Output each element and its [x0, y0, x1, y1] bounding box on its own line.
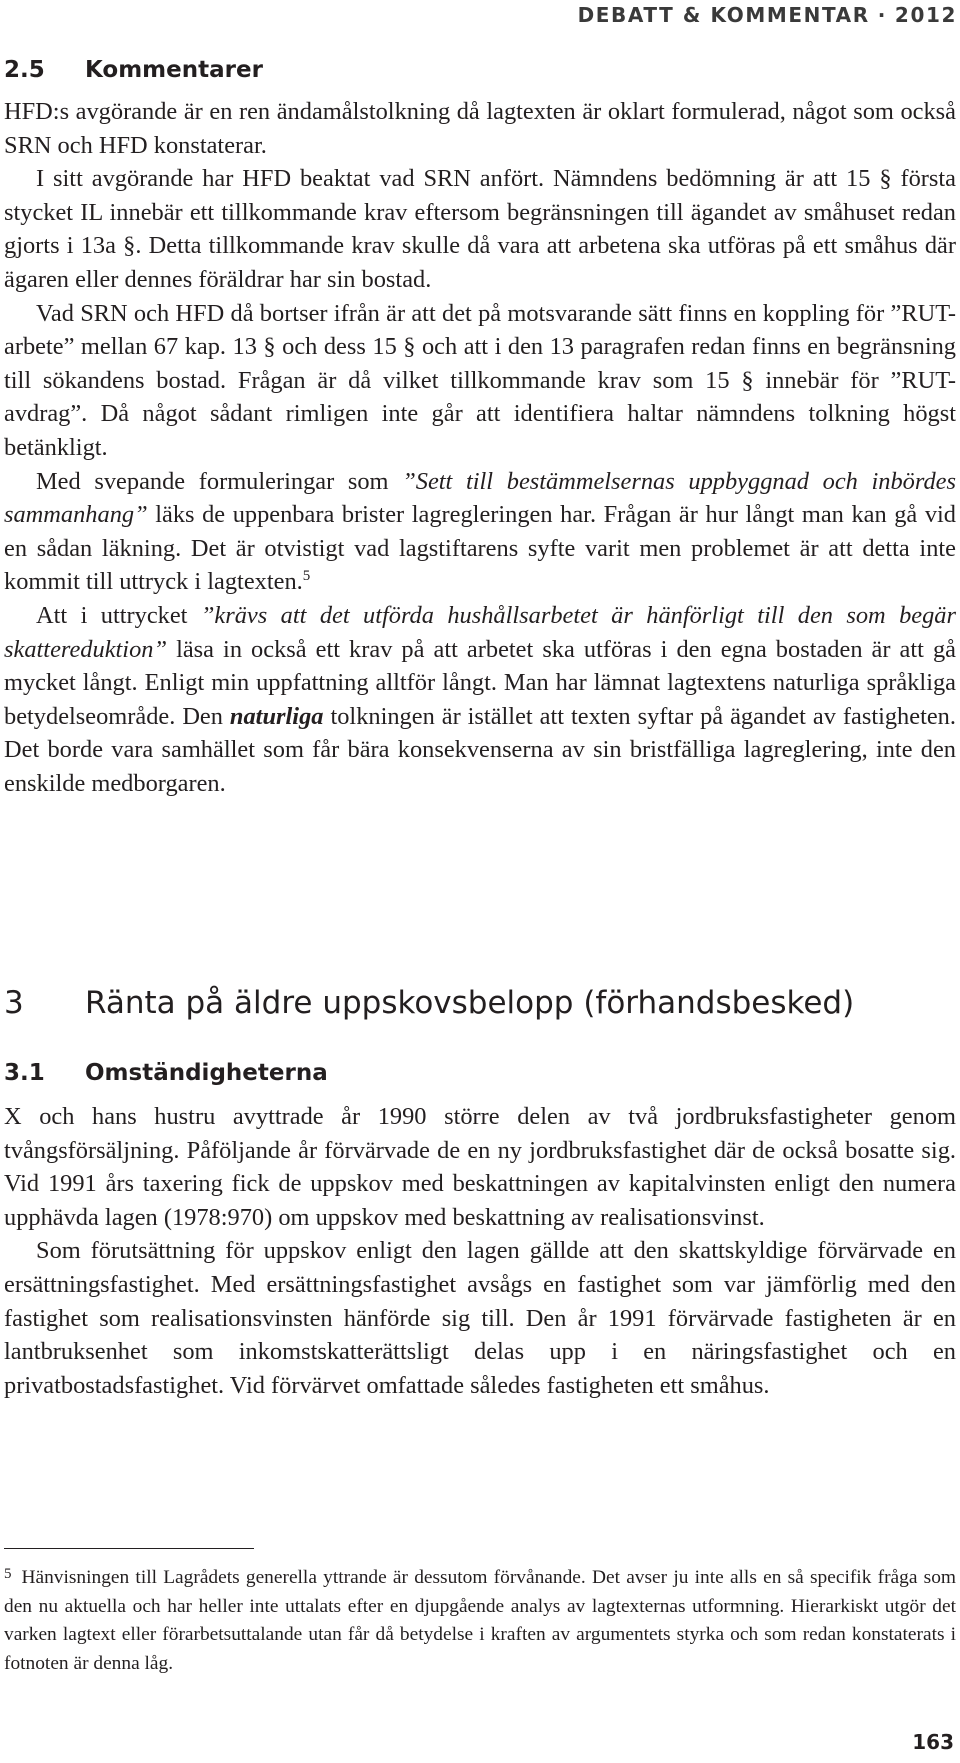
paragraph: [4, 465, 956, 599]
text-run: läsa in också ett krav på att arbetet ska utföras i den egna bostaden är att gå mycket långt. Enligt min uppfattning alltför långt. Man har lämnat lagtextens naturliga språkliga betydelseområde. Den: [4, 635, 956, 730]
journal-year: 2012: [894, 3, 957, 27]
section-number: 2.5: [4, 57, 45, 83]
text-run: tolkningen är istället att texten syftar på ägandet av fastigheten. Det borde vara samhället som får bära konsekvenserna av sin bristfälliga lagreglering, inte den enskilde medborgaren.: [4, 702, 956, 797]
section-number: 3: [4, 985, 24, 1021]
paragraph: I sitt avgörande har HFD beaktat vad SRN anfört. Nämndens bedömning är att 15 § första stycket IL innebär ett tillkommande krav eftersom begränsningen till ägandet av småhuset redan gjorts i 13a §. Detta tillkommande krav skulle då vara att arbetena ska utföras på ett småhus där ägaren eller dennes föräldrar har sin bostad.: [4, 165, 956, 293]
section-title: Omständigheterna: [85, 1060, 328, 1086]
section-number: 3.1: [4, 1060, 45, 1086]
heading-2-5: [4, 57, 956, 83]
paragraph: [4, 599, 956, 801]
footnote-text: Hänvisningen till Lagrådets generella yttrande är dessutom förvånande. Det avser ju inte alls en så specifik fråga som den nu aktuella och har heller inte uttalats efter en djupgående analys av lagtexternas utformning. Hierarkiskt utgör det varken lagtext eller förarbetsuttalande utan får då betydelse i kraften av argumentets styrka och som redan konstaterats i fotnoten är denna låg.: [4, 1567, 956, 1674]
footnote-divider: [4, 1548, 254, 1549]
header-separator: ·: [877, 3, 887, 27]
quoted-phrase: ”Sett till bestämmelsernas uppbyggnad och inbördes sammanhang”: [4, 467, 956, 529]
text-run: läks de uppenbara brister lagregleringen har. Frågan är hur långt man kan gå vid en sådan läkning. Det är otvistigt vad lagstiftarens syfte varit men problemet är att detta inte kommit till uttryck i lagtexten.: [4, 501, 956, 596]
section-title: Ränta på äldre uppskovsbelopp (förhandsbesked): [85, 985, 855, 1021]
text-run: Att i uttrycket: [36, 601, 201, 629]
page-number: 163: [912, 1730, 954, 1754]
paragraph: Vad SRN och HFD då bortser ifrån är att det på motsvarande sätt finns en koppling för ”RUT-arbete” mellan 67 kap. 13 § och dess 15 § och att i den 13 paragrafen redan finns en begränsning till sökandens bostad. Frågan är då vilket tillkommande krav som 15 § innebär för ”RUT-avdrag”. Då något sådant rimligen inte går att identifiera haltar nämndens tolkning högst betänkligt.: [4, 299, 956, 461]
paragraph: HFD:s avgörande är en ren ändamålstolkning då lagtexten är oklart formulerad, något som också SRN och HFD konstaterar.: [4, 98, 956, 159]
footnote: [4, 1560, 956, 1678]
text-run: Med svepande formuleringar som: [36, 467, 403, 495]
section-3-1-text: [4, 1100, 956, 1402]
emphasized-word: naturliga: [229, 702, 324, 730]
footnote-number: 5: [4, 1566, 12, 1582]
heading-3-1: [4, 1060, 956, 1086]
running-header: [0, 3, 957, 27]
paragraph: X och hans hustru avyttrade år 1990 större delen av två jordbruksfastigheter genom tvångsförsäljning. Påföljande år förvärvade de en ny jordbruksfastighet där de också bosatte sig. Vid 1991 års taxering fick de uppskov med beskattningen av kapitalvinsten enligt den numera upphävda lagen (1978:970) om uppskov med beskattning av realisationsvinst.: [4, 1103, 956, 1231]
quoted-phrase: ”krävs att det utförda hushållsarbetet är hänförligt till den som begär skattereduktion”: [4, 601, 956, 663]
section-title: Kommentarer: [85, 57, 263, 83]
footnote-reference: 5: [302, 568, 311, 585]
section-2-5-text: [4, 95, 956, 800]
heading-3: [4, 985, 956, 1021]
paragraph: Som förutsättning för uppskov enligt den lagen gällde att den skattskyldige förvärvade en ersättningsfastighet. Med ersättningsfastighet avsågs en fastighet som var jämförlig med den fastighet som realisationsvinsten hänförde sig till. Den år 1991 förvärvade fastigheten är en lantbruksenhet som inkomstskatterättsligt delas upp i en näringsfastighet och en privatbostadsfastighet. Vid förvärvet omfattade således fastigheten ett småhus.: [4, 1237, 956, 1399]
journal-title: DEBATT & KOMMENTAR: [577, 3, 870, 27]
